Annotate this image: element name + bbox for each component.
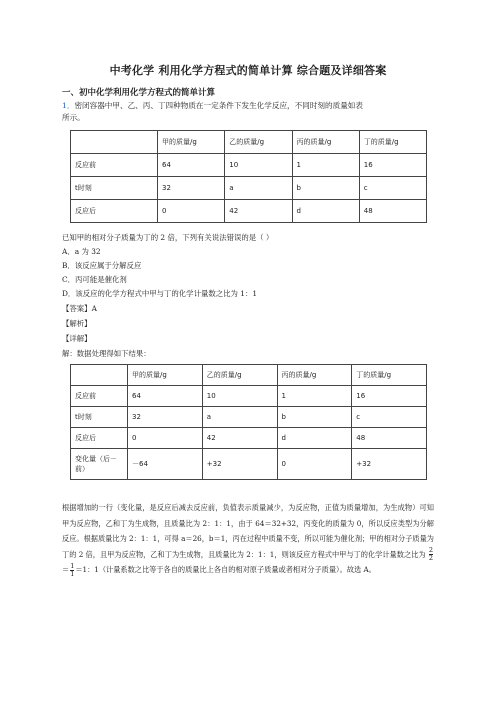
table-cell: c [359,177,426,200]
table-row [71,449,427,480]
table-cell: 64 [128,386,203,407]
table-row [71,386,427,407]
table-cell: +32 [352,449,427,480]
row-label: t时刻 [71,407,128,428]
row-label: 反应后 [71,428,128,449]
fraction-denominator: 1 [70,569,75,578]
table-header-cell: 丙的质量/g [277,365,352,386]
table-cell: 0 [158,200,225,223]
row-label: 反应后 [71,200,158,223]
table-cell: 16 [359,154,426,177]
table-cell: c [352,407,427,428]
explanation-text-end: ＝1：1（计量系数之比等于各自的质量比上各自的相对原子质量或者相对分子质量）。故选 A。 [75,565,376,575]
fraction-numerator: 1 [70,561,75,570]
option-c: C．丙可能是催化剂 [62,275,127,284]
fraction [70,563,74,578]
table-row [71,407,427,428]
table-cell: 32 [128,407,203,428]
table-cell: 0 [277,449,352,480]
option-d: D．该反应的化学方程式中甲与丁的化学计量数之比为 1：1 [62,289,258,298]
table-header-cell: 乙的质量/g [225,131,292,154]
option-a: A．a 为 32 [62,247,101,256]
table-header-row [71,365,427,386]
table-cell: +32 [202,449,277,480]
table-row [71,177,427,200]
fraction-denominator: 2 [428,554,433,563]
document-title: 中考化学 利用化学方程式的简单计算 综合题及详细答案 [109,64,387,77]
table-cell: b [277,407,352,428]
table-cell: 10 [202,386,277,407]
question-stem: 已知甲的相对分子质量为丁的 2 倍，下列有关说法错误的是（ ） [62,233,274,242]
table-cell: 64 [158,154,225,177]
table-header-row [71,131,427,154]
table-header-cell: 丁的质量/g [359,131,426,154]
option-b: B．该反应属于分解反应 [62,261,142,270]
table-cell: d [277,428,352,449]
table-header-cell: 丁的质量/g [352,365,427,386]
explanation-text: 根据增加的一行（变化量，是反应后减去反应前，负值表示质量减少，为反应物，正值为质量增加，为生成物）可知甲为反应物，乙和丁为生成物，且质量比为 2：1：1，由于 64＝32+32，丙变化的质量为 0，所以反应类型为分解反应。根据质量比为 2：1：1，可得 a＝26，b＝1，丙在过程中质量不变，所以可能为催化剂；甲的相对分子质量为丁的 2 倍，且甲为反应物，乙和丁为生成物，且质量比为 2：1：1，则该反应方程式中甲与丁的化学计量数之比为 [62,503,434,559]
table-cell: －64 [128,449,203,480]
table-cell: 42 [202,428,277,449]
question-number: 1． [62,101,75,110]
table-header-cell: 丙的质量/g [292,131,359,154]
table-row [71,200,427,223]
table-cell: 42 [225,200,292,223]
table-cell: 48 [359,200,426,223]
question-line-1: 密闭容器中甲、乙、丙、丁四种物质在一定条件下发生化学反应，不同时刻的质量如表 [74,101,363,110]
fraction [429,547,433,562]
table-cell: 1 [292,154,359,177]
table-cell: a [225,177,292,200]
fraction-numerator: 2 [428,546,433,555]
table-cell: 0 [128,428,203,449]
table-cell: a [202,407,277,428]
row-label: 反应前 [71,386,128,407]
explanation-paragraph [62,500,434,578]
table-cell: 48 [352,428,427,449]
table-header-cell: 甲的质量/g [128,365,203,386]
table-cell: d [292,200,359,223]
detail-label: 【详解】 [62,334,92,343]
result-table [70,364,427,480]
table-cell: 16 [352,386,427,407]
table-row [71,154,427,177]
table-header-cell: 乙的质量/g [202,365,277,386]
section-heading: 一、初中化学利用化学方程式的简单计算 [62,88,216,98]
table-cell: b [292,177,359,200]
answer-label: 【答案】A [62,304,97,313]
table-cell: 1 [277,386,352,407]
question-line-2: 所示。 [62,113,85,122]
table-header-cell [71,131,158,154]
detail-intro: 解：数据处理得如下结果： [62,349,151,358]
equals-sign: ＝ [62,565,70,575]
table-cell: 32 [158,177,225,200]
row-label: t时刻 [71,177,158,200]
analysis-label: 【解析】 [62,319,92,328]
row-label: 反应前 [71,154,158,177]
question-text [62,100,442,124]
table-cell: 10 [225,154,292,177]
mass-table [70,130,427,223]
table-header-cell: 甲的质量/g [158,131,225,154]
table-row [71,428,427,449]
row-label: 变化量（后－前） [71,449,128,480]
table-header-cell [71,365,128,386]
